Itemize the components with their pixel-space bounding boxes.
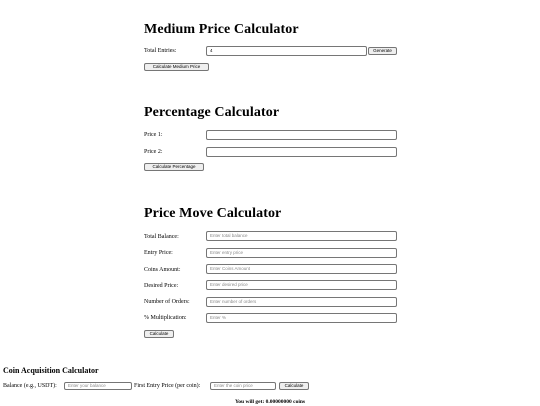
total-entries-label: Total Entries: [144,48,177,54]
first-entry-price-label: First Entry Price (per coin): [134,383,201,389]
coin-result-text: You will get: 0.00000000 coins [234,399,306,405]
coin-calculate-button[interactable]: Calculate [279,382,309,390]
coins-amount-label: Coins Amount: [144,267,181,273]
total-balance-input[interactable]: Enter total balance [206,231,397,241]
coin-acquisition-title: Coin Acquisition Calculator [3,366,99,375]
price1-input[interactable] [206,130,397,140]
calculate-percentage-button[interactable]: Calculate Percentage [144,163,204,171]
percentage-title: Percentage Calculator [144,105,280,120]
calculate-medium-price-button[interactable]: Calculate Medium Price [144,63,209,71]
number-of-orders-label: Number of Orders: [144,299,190,305]
medium-price-title: Medium Price Calculator [144,22,299,37]
balance-label: Balance (e.g., USDT): [3,383,57,389]
generate-button[interactable]: Generate [368,47,397,55]
total-entries-input[interactable]: 4 [206,46,367,56]
multiplication-input[interactable]: Enter % [206,313,397,323]
price-move-calculate-button[interactable]: Calculate [144,330,174,338]
balance-input[interactable]: Enter your balance [64,382,132,390]
multiplication-label: % Multiplication: [144,315,187,321]
entry-price-label: Entry Price: [144,250,173,256]
desired-price-input[interactable]: Enter desired price [206,280,397,290]
coins-amount-input[interactable]: Enter Coins Amount [206,264,397,274]
price2-input[interactable] [206,147,397,157]
first-entry-price-input[interactable]: Enter the coin price [210,382,276,390]
number-of-orders-input[interactable]: Enter number of orders [206,297,397,307]
desired-price-label: Desired Price: [144,283,179,289]
price2-label: Price 2: [144,149,163,155]
entry-price-input[interactable]: Enter entry price [206,248,397,258]
price1-label: Price 1: [144,132,163,138]
total-balance-label: Total Balance: [144,234,179,240]
price-move-title: Price Move Calculator [144,206,282,221]
